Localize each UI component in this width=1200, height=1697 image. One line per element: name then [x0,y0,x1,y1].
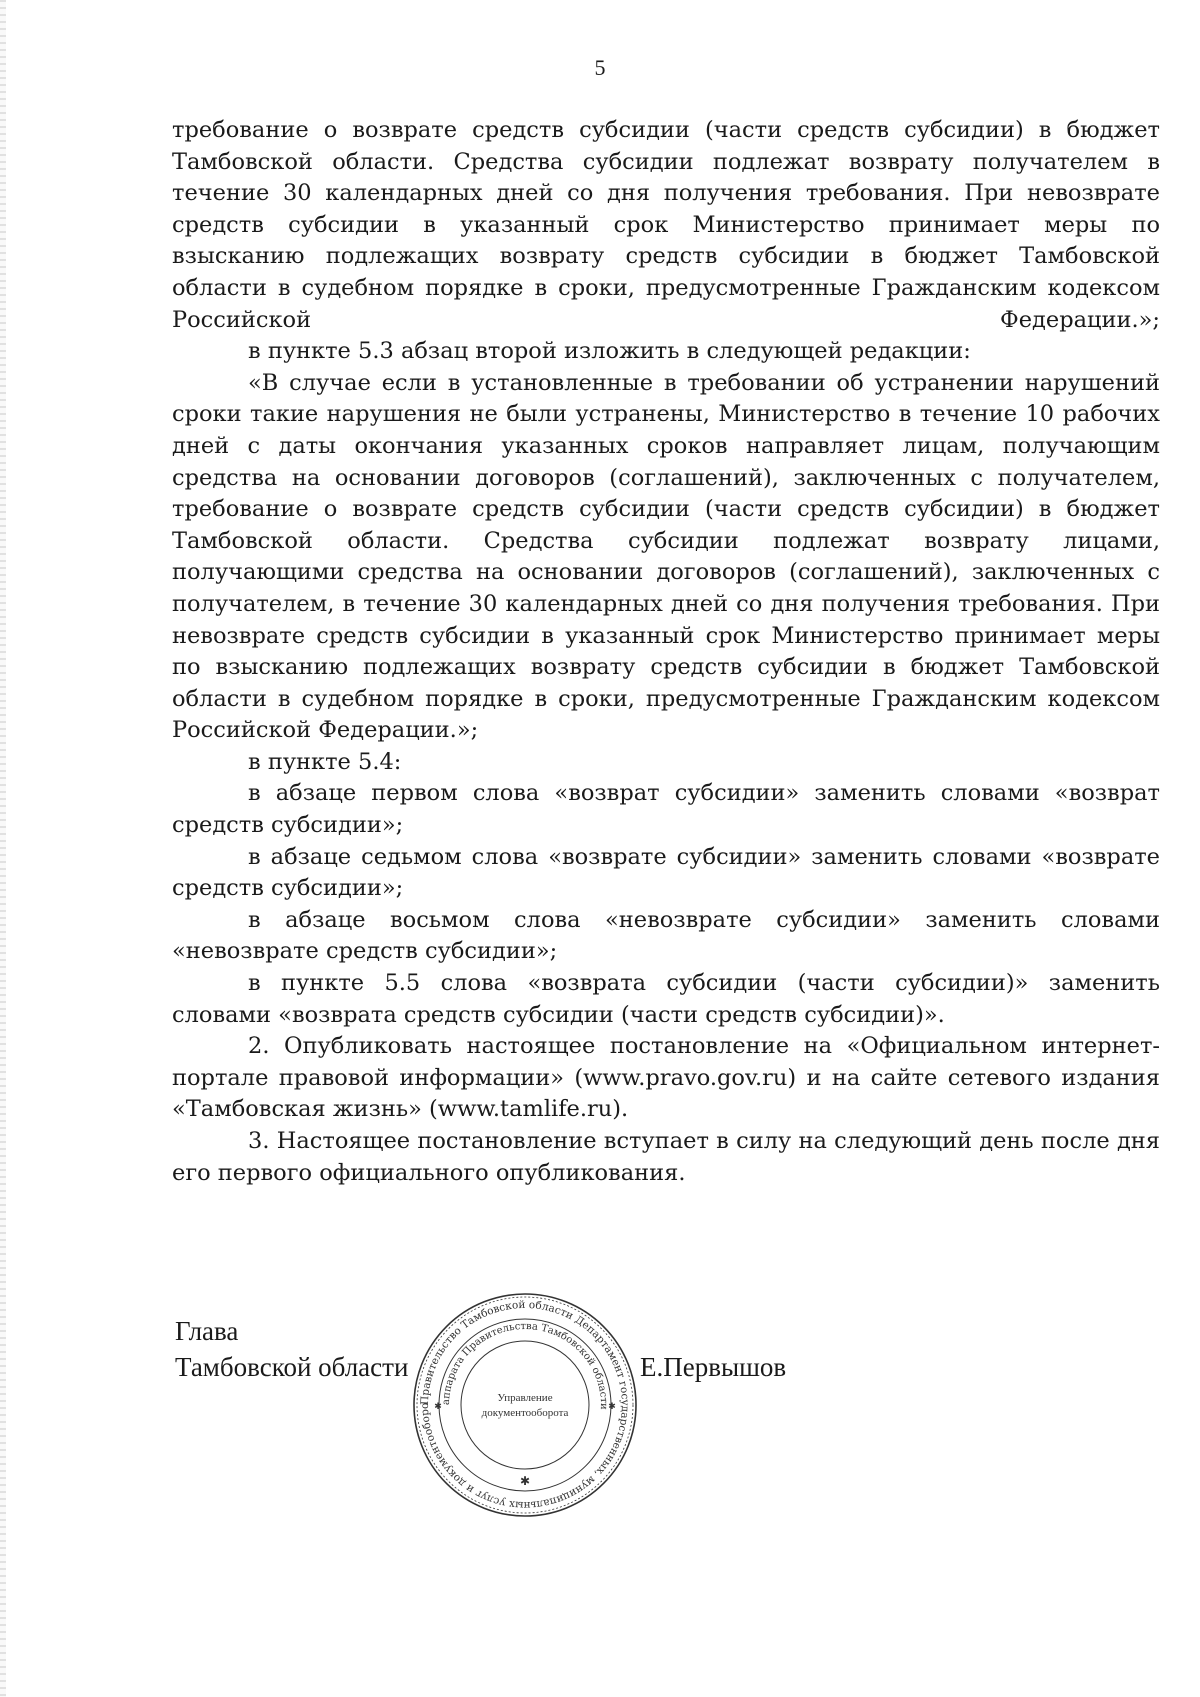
paragraph-3: «В случае если в установленные в требовании об устранении нарушений сроки такие нарушения не были устранены, Министерство в течение 10 рабочих дней с даты окончания указанных сроков направляет лицам, получающим средства на основании договоров (соглашений), заключенных с получателем, требование о возврате средств субсидии (части средств субсидии) в бюджет Тамбовской области. Средства субсидии подлежат возврату лицами, получающими средства на основании договоров (соглашений), заключенных с получателем, в течение 30 календарных дней со дня получения требования. При невозврате средств субсидии в указанный срок Министерство принимает меры по взысканию подлежащих возврату средств субсидии в бюджет Тамбовской области в судебном порядке в сроки, предусмотренные Гражданским кодексом Российской Федерации.»; [172,369,1160,744]
paragraph-4: в пункте 5.4: [248,748,402,775]
scan-edge-artifact [0,0,6,1697]
paragraph-7: в абзаце восьмом слова «невозврате субсидии» заменить словами «невозврате средств субсидии»; [172,906,1160,965]
paragraph-10: 3. Настоящее постановление вступает в силу на следующий день после дня его первого официального опубликования. [172,1128,1160,1186]
seal-center-line2: документооборота [481,1407,569,1419]
seal-center-line1: Управление [497,1392,553,1404]
paragraph-5: в абзаце первом слова «возврат субсидии» заменить словами «возврат средств субсидии»; [172,780,1160,839]
official-seal [410,1290,640,1520]
paragraph-2: в пункте 5.3 абзац второй изложить в следующей редакции: [248,338,971,365]
seal-star-right: ✱ [608,1402,616,1412]
paragraph-9: 2. Опубликовать настоящее постановление на «Официальном интернет-портале правовой информации» (www.pravo.gov.ru) и на сайте сетевого издания «Тамбовская жизнь» (www.tamlife.ru). [172,1033,1160,1123]
paragraph-6: в абзаце седьмом слова «возврате субсидии» заменить словами «возврате средств субсидии»; [172,843,1160,902]
paragraph-8: в пункте 5.5 слова «возврата субсидии (части субсидии)» заменить словами «возврата средств субсидии (части средств субсидии)». [172,970,1160,1028]
seal-outer-text: Правительство Тамбовской области Департамент государственных, муниципальных услуг и документооборо [418,1298,632,1512]
seal-inner-text: аппарата Правительства Тамбовской области [440,1320,610,1410]
seal-star-bottom: ✱ [519,1474,531,1488]
document-body [172,115,1160,1189]
signature-title [175,1313,408,1385]
signature-title-line2: Тамбовской области [175,1352,409,1382]
seal-graphic [410,1290,640,1520]
page-number: 5 [594,55,606,80]
signature-name: Е.Первышов [640,1352,787,1382]
seal-star-left: ✱ [434,1402,442,1412]
paragraph-1: требование о возврате средств субсидии (части средств субсидии) в бюджет Тамбовской области. Средства субсидии подлежат возврату получателем в течение 30 календарных дней со дня получения требования. При невозврате средств субсидии в указанный срок Министерство принимает меры по взысканию подлежащих возврату средств субсидии в бюджет Тамбовской области в судебном порядке в сроки, предусмотренные Гражданским кодексом Российской Федерации.»; [172,117,1160,333]
signature-title-line1: Глава [175,1316,239,1346]
